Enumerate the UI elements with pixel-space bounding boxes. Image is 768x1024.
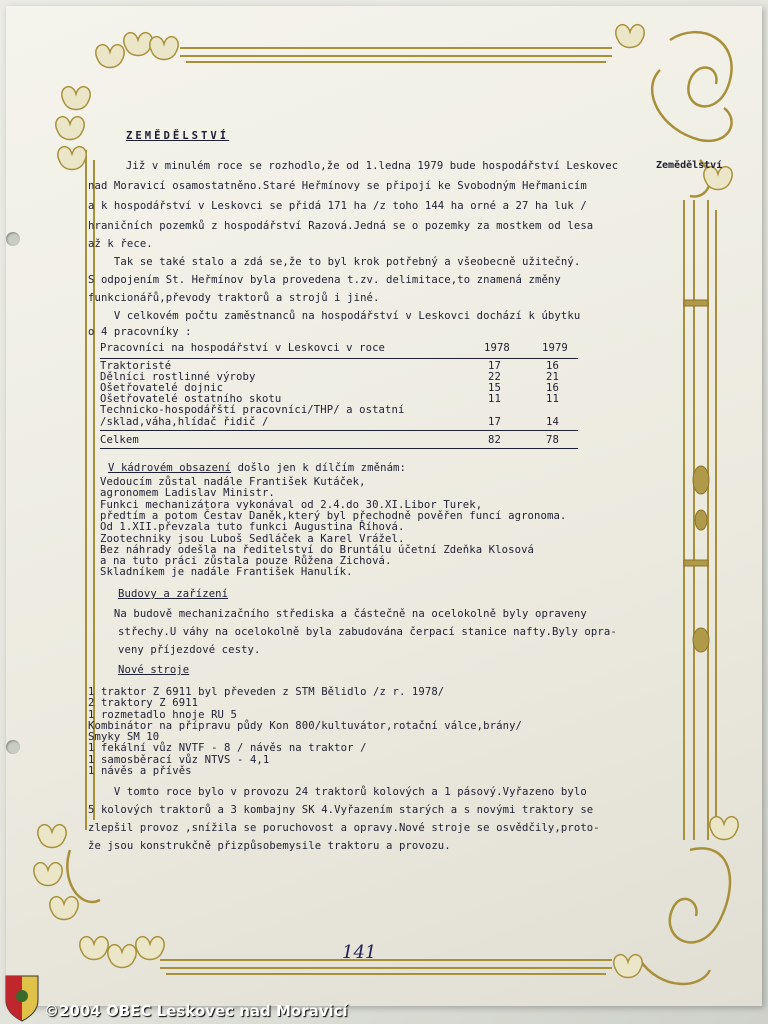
copyright-text: ©2004 OBEC Leskovec nad Moravicí: [44, 1002, 348, 1020]
text-line: a k hospodářství v Leskovci se přidá 171 ha /z toho 144 ha orné a 27 ha luk /: [88, 200, 587, 212]
table-header-label: Pracovníci na hospodářství v Leskovci v roce: [100, 342, 386, 354]
page-number: 141: [342, 942, 377, 963]
text-line: S odpojením St. Heřmínov byla provedena t.zv. delimitace,to znamená změny: [88, 274, 561, 286]
table-cell: 21: [546, 371, 559, 383]
table-row-label: /sklad,váha,hlídač řidič /: [100, 416, 269, 428]
text-line: že jsou konstrukčně přizpůsobemysile traktoru a provozu.: [88, 840, 451, 852]
text-line: až k řece.: [88, 238, 153, 250]
stroje-heading: Nové stroje: [118, 664, 190, 676]
text-line: V tomto roce bylo v provozu 24 traktorů kolových a 1 pásový.Vyřazeno bylo: [88, 786, 587, 798]
text-line: zlepšil provoz ,snížila se poruchovost a opravy.Nové stroje se osvědčily,proto-: [88, 822, 600, 834]
text-line: 1 fekální vůz NVTF - 8 / návěs na traktor /: [88, 742, 367, 754]
table-header-year-1978: 1978: [484, 342, 510, 354]
table-total-1978: 82: [488, 434, 501, 446]
text-line: Bez náhrady odešla na ředitelství do Bruntálu účetní Zdeňka Klosová: [100, 544, 535, 556]
text-line: hraničních pozemků z hospodářství Razová.Jedná se o pozemky za mostkem od lesa: [88, 220, 594, 232]
table-row-label: Dělníci rostlinné výroby: [100, 371, 256, 383]
text-line: Funkci mechanizátora vykonával od 2.4.do 30.XI.Libor Turek,: [100, 499, 483, 511]
text-line: 2 traktory Z 6911: [88, 697, 199, 709]
text-line: nad Moravicí osamostatněno.Staré Heřmínovy se připojí ke Svobodným Heřmanicím: [88, 180, 587, 192]
text-line: předtím a potom Čestav Daněk,který byl přechodně pověřen funcí agronoma.: [100, 510, 567, 522]
table-cell: 14: [546, 416, 559, 428]
table-row-label: Ošetřovatelé dojnic: [100, 382, 224, 394]
table-cell: 16: [546, 360, 559, 372]
table-cell: 11: [488, 393, 501, 405]
text-line: Zootechniky jsou Luboš Sedláček a Karel Vrážel.: [100, 533, 405, 545]
text-line: Od 1.XII.převzala tuto funkci Augustina Říhová.: [100, 521, 405, 533]
text-line: funkcionářů,převody traktorů a strojů i jiné.: [88, 292, 380, 304]
kadr-intro-rest: došlo jen k dílčím změnám:: [231, 462, 406, 474]
table-cell: 17: [488, 360, 501, 372]
table-row-label: Ošetřovatelé ostatního skotu: [100, 393, 282, 405]
text-line: V celkovém počtu zaměstnanců na hospodářství v Leskovci dochází k úbytku: [88, 310, 581, 322]
text-line: 1 rozmetadlo hnoje RU 5: [88, 709, 237, 721]
text-line: 1 traktor Z 6911 byl převeden z STM Bělidlo /z r. 1978/: [88, 686, 445, 698]
table-cell: 11: [546, 393, 559, 405]
table-cell: 16: [546, 382, 559, 394]
table-row-label: Traktoristé: [100, 360, 172, 372]
text-line: Skladníkem je nadále František Hanulík.: [100, 566, 353, 578]
text-line: Již v minulém roce se rozhodlo,že od 1.ledna 1979 bude hospodářství Leskovec: [100, 160, 619, 172]
text-line: veny příjezdové cesty.: [118, 644, 261, 656]
text-line: Tak se také stalo a zdá se,že to byl krok potřebný a všeobecně užitečný.: [88, 256, 581, 268]
table-cell: 22: [488, 371, 501, 383]
side-label-zemedelstvi: Zemědělství: [656, 160, 723, 171]
table-total-1979: 78: [546, 434, 559, 446]
table-divider: [100, 358, 578, 359]
page-heading: ZEMĚDĚLSTVÍ: [126, 130, 230, 142]
text-line: a na tuto práci zůstala pouze Růžena Zichová.: [100, 555, 392, 567]
text-line: 5 kolových traktorů a 3 kombajny SK 4.Vyřazením starých a s novými traktory se: [88, 804, 594, 816]
text-line: střechy.U váhy na ocelokolně byla zabudována čerpací stanice nafty.Byly opra-: [118, 626, 617, 638]
kadr-intro: [108, 462, 406, 474]
table-cell: 15: [488, 382, 501, 394]
table-header-year-1979: 1979: [542, 342, 568, 354]
kadr-heading: V kádrovém obsazení: [108, 462, 232, 474]
text-line: 1 návěs a přívěs: [88, 765, 192, 777]
budovy-heading: Budovy a zařízení: [118, 588, 229, 600]
table-cell: 17: [488, 416, 501, 428]
text-line: Vedoucím zůstal nadále František Kutáček,: [100, 476, 366, 488]
text-line: Na budově mechanizačního střediska a částečně na ocelokolně byly opraveny: [88, 608, 587, 620]
text-line: 1 samosběrací vůz NTVS - 4,1: [88, 754, 270, 766]
table-divider: [100, 430, 578, 431]
village-crest-icon: [4, 974, 40, 1022]
table-total-label: Celkem: [100, 434, 139, 446]
text-line: o 4 pracovníky :: [88, 326, 192, 338]
text-line: Smyky SM 10: [88, 731, 160, 743]
table-divider: [100, 448, 578, 449]
table-row-label: Technicko-hospodářští pracovníci/THP/ a ostatní: [100, 404, 405, 416]
text-line: Kombinátor na přípravu půdy Kon 800/kultuvátor,rotační válce,brány/: [88, 720, 523, 732]
text-line: agronomem Ladislav Ministr.: [100, 487, 275, 499]
